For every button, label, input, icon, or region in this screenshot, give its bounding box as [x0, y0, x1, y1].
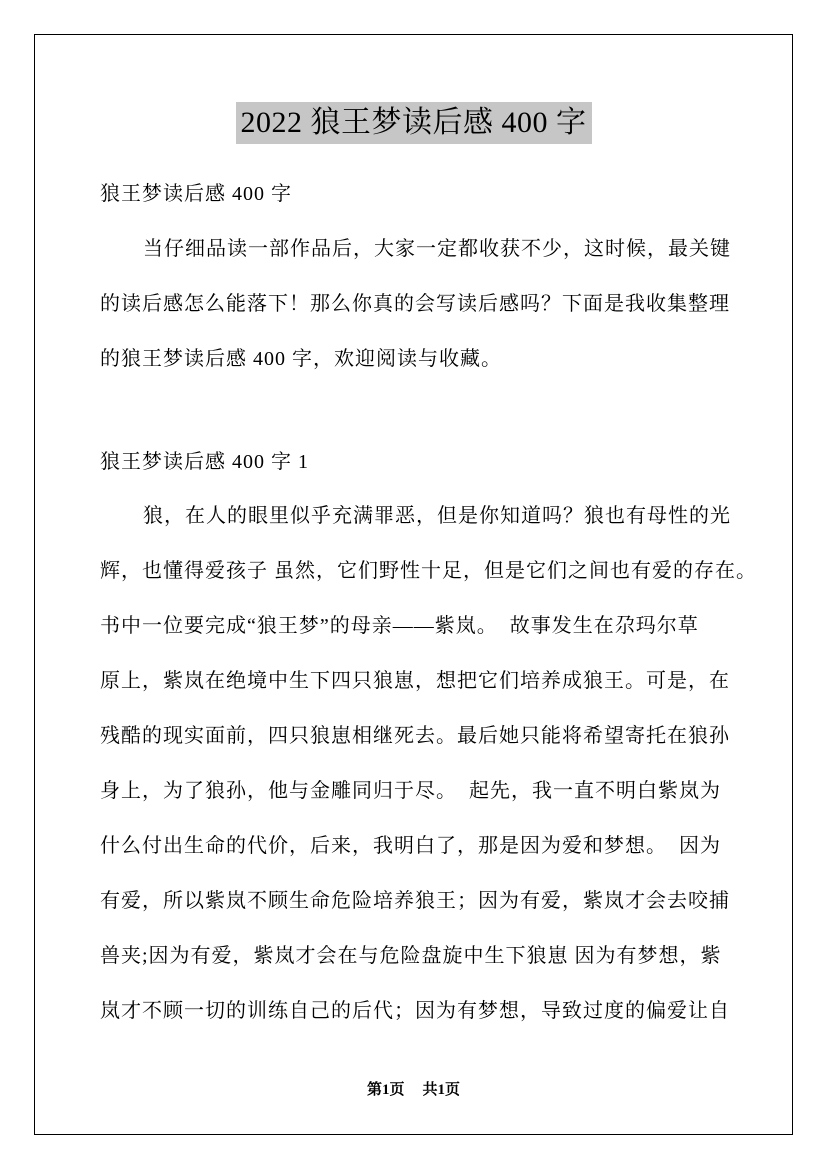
- document-title: 2022 狼王梦读后感 400 字: [236, 102, 592, 144]
- text-line: 有爱，所以紫岚不顾生命危险培养狼王；因为有爱，紫岚才会去咬捕: [100, 890, 730, 912]
- text-line: 身上，为了狼孙，他与金雕同归于尽。 起先，我一直不明白紫岚为: [100, 780, 721, 802]
- section-heading-block: [100, 435, 750, 490]
- text-line: 原上，紫岚在绝境中生下四只狼崽，想把它们培养成狼王。可是，在: [100, 670, 730, 692]
- text-line: 兽夹;因为有爱，紫岚才会在与危险盘旋中生下狼崽 因为有梦想，紫: [100, 945, 722, 967]
- page-footer: [0, 1080, 827, 1100]
- document-title-row: [0, 102, 827, 144]
- text-line: 狼王梦读后感 400 字: [100, 183, 292, 205]
- page-number: 第1页: [366, 1082, 405, 1098]
- text-line: 当仔细品读一部作品后，大家一定都收获不少，这时候，最关键: [143, 238, 731, 260]
- total-pages: 共1页: [422, 1082, 461, 1098]
- text-line: 辉，也懂得爱孩子 虽然，它们野性十足，但是它们之间也有爱的存在。: [100, 560, 757, 582]
- body-section: [100, 489, 757, 1039]
- text-line: 岚才不顾一切的训练自己的后代；因为有梦想，导致过度的偏爱让自: [100, 1000, 730, 1022]
- text-line: 书中一位要完成“狼王梦”的母亲——紫岚。 故事发生在尕玛尔草: [100, 615, 699, 637]
- text-line: 什么付出生命的代价，后来，我明白了，那是因为爱和梦想。 因为: [100, 835, 721, 857]
- text-line: 的读后感怎么能落下！那么你真的会写读后感吗？下面是我收集整理: [100, 293, 730, 315]
- section-heading: 狼王梦读后感 400 字 1: [100, 451, 309, 473]
- intro-section: [100, 167, 750, 387]
- text-line: 的狼王梦读后感 400 字，欢迎阅读与收藏。: [100, 348, 502, 370]
- text-line: 残酷的现实面前，四只狼崽相继死去。最后她只能将希望寄托在狼孙: [100, 725, 730, 747]
- text-line: 狼，在人的眼里似乎充满罪恶，但是你知道吗？狼也有母性的光: [143, 505, 731, 527]
